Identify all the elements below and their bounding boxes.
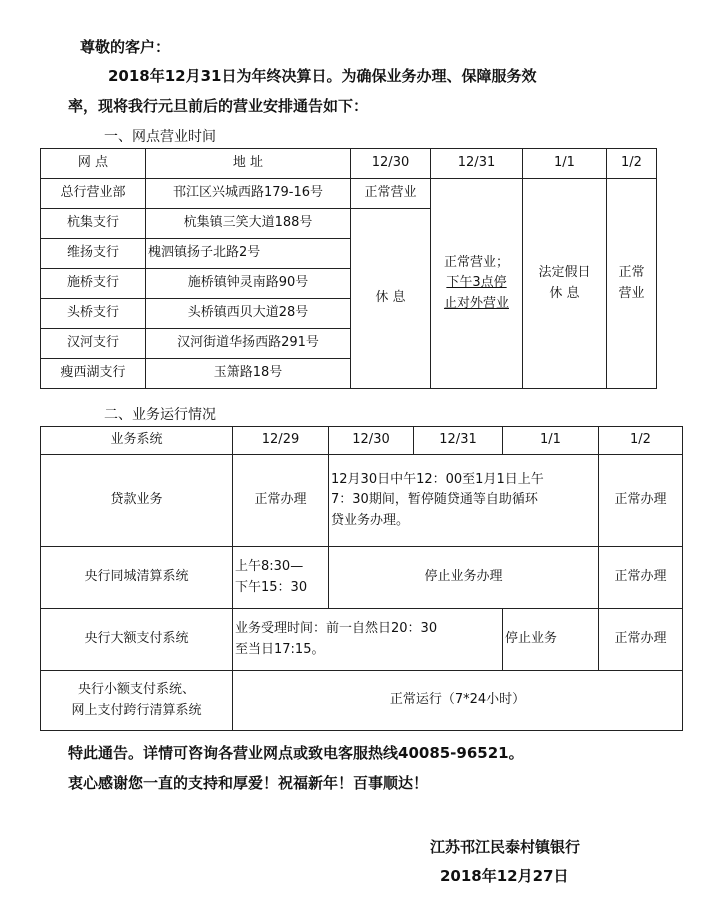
clearing-time-line: 上午8:30— [235, 559, 304, 575]
branch-name: 头桥支行 [41, 299, 146, 329]
table-row [41, 547, 683, 609]
status-1230-open: 正常营业 [351, 179, 431, 209]
branch-address: 邗江区兴城西路179-16号 [146, 179, 351, 209]
table-header-row [41, 149, 657, 179]
section-2-title: 二、业务运行情况 [104, 407, 216, 423]
branch-address: 头桥镇西贝大道28号 [146, 299, 351, 329]
column-header: 1/2 [599, 427, 683, 455]
branch-name: 杭集支行 [41, 209, 146, 239]
branch-hours-table [40, 148, 657, 389]
system-name: 贷款业务 [41, 455, 233, 547]
branch-name: 总行营业部 [41, 179, 146, 209]
loan-0102: 正常办理 [599, 455, 683, 547]
branch-name: 瘦西湖支行 [41, 359, 146, 389]
section-1-title: 一、网点营业时间 [104, 129, 216, 145]
loan-pause-line: 贷业务办理。 [331, 512, 410, 528]
business-systems-table [40, 426, 683, 731]
large-0102: 正常办理 [599, 609, 683, 671]
thanks-line: 衷心感谢您一直的支持和厚爱！祝福新年！百事顺达！ [68, 774, 429, 792]
column-header: 12/30 [329, 427, 414, 455]
column-header: 12/29 [233, 427, 329, 455]
loan-1229: 正常办理 [233, 455, 329, 547]
intro-line-2: 率，现将我行元旦前后的营业安排通告如下： [68, 97, 369, 115]
column-header: 12/31 [431, 149, 523, 179]
branch-address: 杭集镇三笑大道188号 [146, 209, 351, 239]
system-name-line: 央行小额支付系统、 [77, 682, 195, 698]
branch-address: 汉河街道华扬西路291号 [146, 329, 351, 359]
status-0101-line: 法定假日 [538, 265, 591, 281]
loan-pause-notice [329, 455, 599, 547]
column-header: 1/1 [523, 149, 607, 179]
small-status: 正常运行（7*24小时） [233, 671, 683, 731]
system-name: 央行大额支付系统 [41, 609, 233, 671]
status-0102-line: 正常 [618, 265, 645, 281]
large-accept-time [233, 609, 503, 671]
clearing-time-line: 下午15：30 [235, 579, 308, 595]
column-header: 地 址 [146, 149, 351, 179]
table-row [41, 179, 657, 209]
status-1231-line: 下午3点停 [446, 275, 507, 291]
large-0101: 停止业务 [503, 609, 599, 671]
status-0102-line: 营业 [618, 285, 645, 301]
column-header: 12/31 [414, 427, 503, 455]
status-1230-rest: 休 息 [351, 209, 431, 389]
column-header: 1/2 [607, 149, 657, 179]
system-name: 央行同城清算系统 [41, 547, 233, 609]
table-row [41, 455, 683, 547]
status-1231 [431, 179, 523, 389]
table-header-row [41, 427, 683, 455]
branch-name: 维扬支行 [41, 239, 146, 269]
status-0102 [607, 179, 657, 389]
column-header: 网 点 [41, 149, 146, 179]
intro-line-1: 2018年12月31日为年终决算日。为确保业务办理、保障服务效 [108, 67, 537, 85]
branch-address: 槐泗镇扬子北路2号 [146, 239, 351, 269]
table-row [41, 671, 683, 731]
clearing-stop: 停止业务办理 [329, 547, 599, 609]
column-header: 业务系统 [41, 427, 233, 455]
status-1231-line: 止对外营业 [443, 295, 509, 311]
clearing-0102: 正常办理 [599, 547, 683, 609]
branch-address: 施桥镇钟灵南路90号 [146, 269, 351, 299]
status-0101-line: 休 息 [549, 285, 580, 301]
loan-pause-line: 12月30日中午12：00至1月1日上午 [331, 472, 544, 488]
notice-line: 特此通告。详情可咨询各营业网点或致电客服热线40085-96521。 [68, 744, 524, 762]
loan-pause-line: 7：30期间，暂停随贷通等自助循环 [331, 492, 538, 508]
column-header: 1/1 [503, 427, 599, 455]
large-time-line: 业务受理时间：前一自然日20：30 [235, 621, 438, 637]
large-time-line: 至当日17:15。 [235, 641, 325, 657]
greeting: 尊敬的客户： [80, 38, 171, 56]
system-name-line: 网上支付跨行清算系统 [71, 702, 202, 718]
column-header: 12/30 [351, 149, 431, 179]
table-row [41, 609, 683, 671]
branch-address: 玉箫路18号 [146, 359, 351, 389]
bank-signature: 江苏邗江民泰村镇银行 [430, 838, 581, 856]
signature-date: 2018年12月27日 [440, 867, 569, 885]
branch-name: 汉河支行 [41, 329, 146, 359]
clearing-1229 [233, 547, 329, 609]
status-0101 [523, 179, 607, 389]
system-name [41, 671, 233, 731]
branch-name: 施桥支行 [41, 269, 146, 299]
status-1231-line: 正常营业； [443, 255, 509, 271]
